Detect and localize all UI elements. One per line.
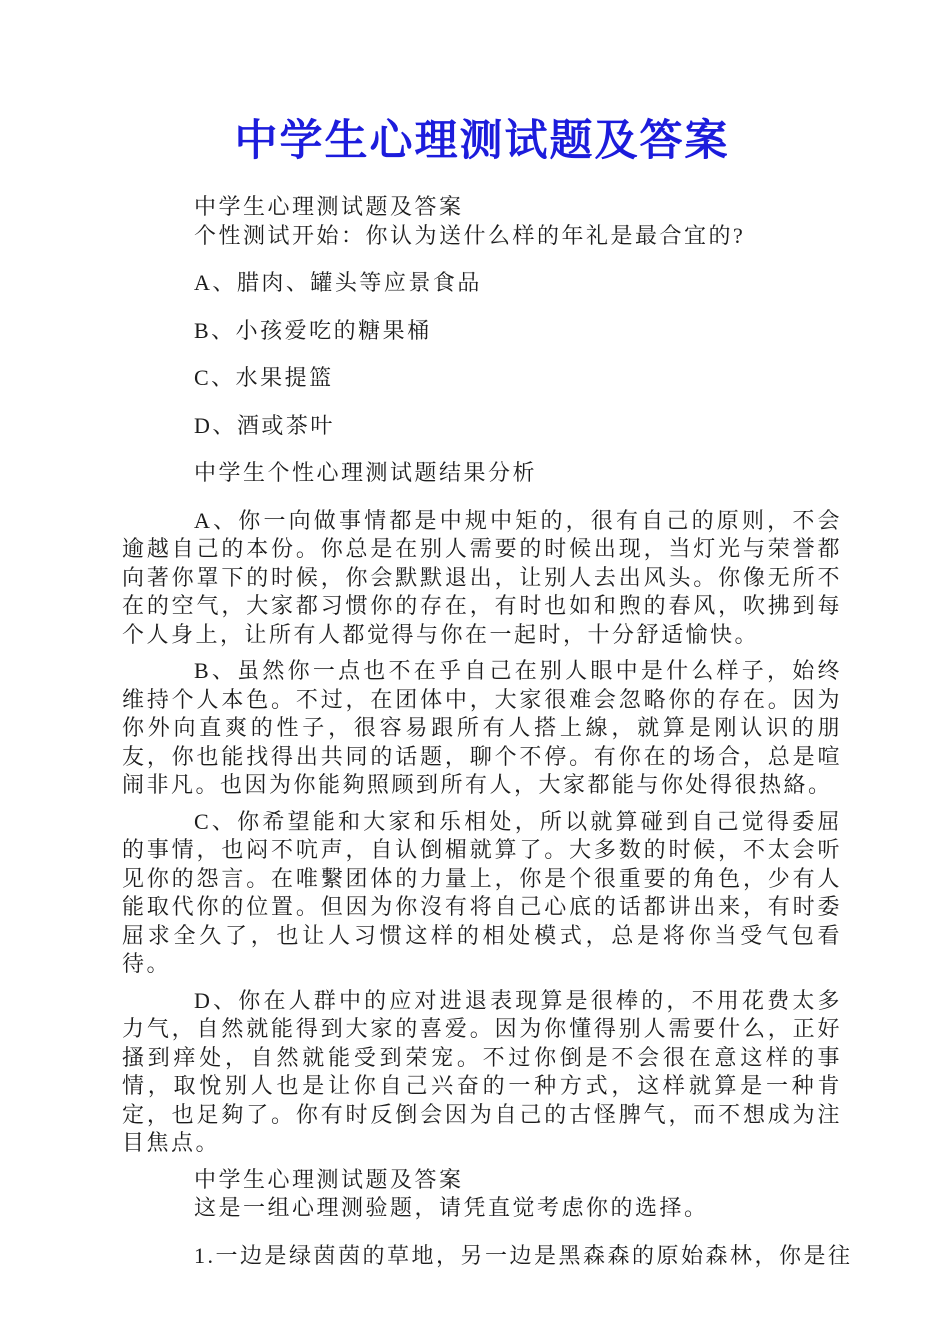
analysis-result-b: B、虽然你一点也不在乎自己在别人眼中是什么样子，始终维持个人本色。不过，在团体中，大家很难会忽略你的存在。因为你外向直爽的性子，很容易跟所有人搭上線，就算是刚认识的朋友，你也能找得出共同的话题，聊个不停。有你在的场合，总是喧闹非凡。也因为你能夠照顾到所有人，大家都能与你处得很热絡。 — [122, 658, 842, 797]
quiz2-heading: 中学生心理测试题及答案 — [194, 1166, 464, 1192]
quiz1-heading: 中学生心理测试题及答案 — [194, 194, 464, 219]
quiz1-option-d: D、酒或茶叶 — [194, 412, 335, 438]
quiz1-option-b: B、小孩爱吃的糖果桶 — [194, 317, 432, 343]
analysis-result-a: A、你一向做事情都是中规中矩的，很有自己的原则，不会逾越自己的本份。你总是在别人需要的时候出现，当灯光与荣誉都向著你罩下的时候，你会默默退出，让别人去出风头。你像无所不在的空气，大家都习惯你的存在，有时也如和煦的春风，吹拂到每个人身上，让所有人都觉得与你在一起时，十分舒适愉快。 — [122, 507, 842, 647]
quiz2-section — [122, 1166, 853, 1271]
quiz1-option-c: C、水果提篮 — [194, 365, 334, 390]
document-title: 中学生心理测试题及答案 — [234, 118, 730, 165]
quiz1-option-a: A、腊肉、罐头等应景食品 — [194, 270, 482, 295]
document-content — [122, 0, 853, 1270]
analysis-result-d: D、你在人群中的应对进退表现算是很棒的，不用花费太多力气，自然就能得到大家的喜爱。因为你懂得别人需要什么，正好搔到痒处，自然就能受到荣宠。不过你倒是不会很在意这样的事情，取悅别人也是让你自己兴奋的一种方式，这样就算是一种肯定，也足夠了。你有时反倒会因为自己的古怪脾气，而不想成为注目焦点。 — [122, 987, 842, 1155]
quiz2-intro: 这是一组心理测验题，请凭直觉考虑你的选择。 — [194, 1195, 709, 1220]
analysis-heading: 中学生个性心理测试题结果分析 — [194, 460, 538, 485]
quiz1-section — [122, 193, 842, 440]
analysis-section — [122, 459, 842, 1158]
analysis-result-c: C、你希望能和大家和乐相处，所以就算碰到自己觉得委屈的事情，也闷不吭声，自认倒楣就算了。大多数的时候，不太会听见你的怨言。在唯繫团体的力量上，你是个很重要的角色，少有人能取代你的位置。但因为你沒有将自己心底的话都讲出来，有时委屈求全久了，也让人习惯这样的相处模式，总是将你当受气包看待。 — [122, 808, 842, 976]
quiz2-question-1: 1.一边是绿茵茵的草地，另一边是黑森森的原始森林，你是往 — [194, 1242, 853, 1268]
quiz1-intro: 个性测试开始：你认为送什么样的年礼是最合宜的? — [194, 222, 746, 248]
